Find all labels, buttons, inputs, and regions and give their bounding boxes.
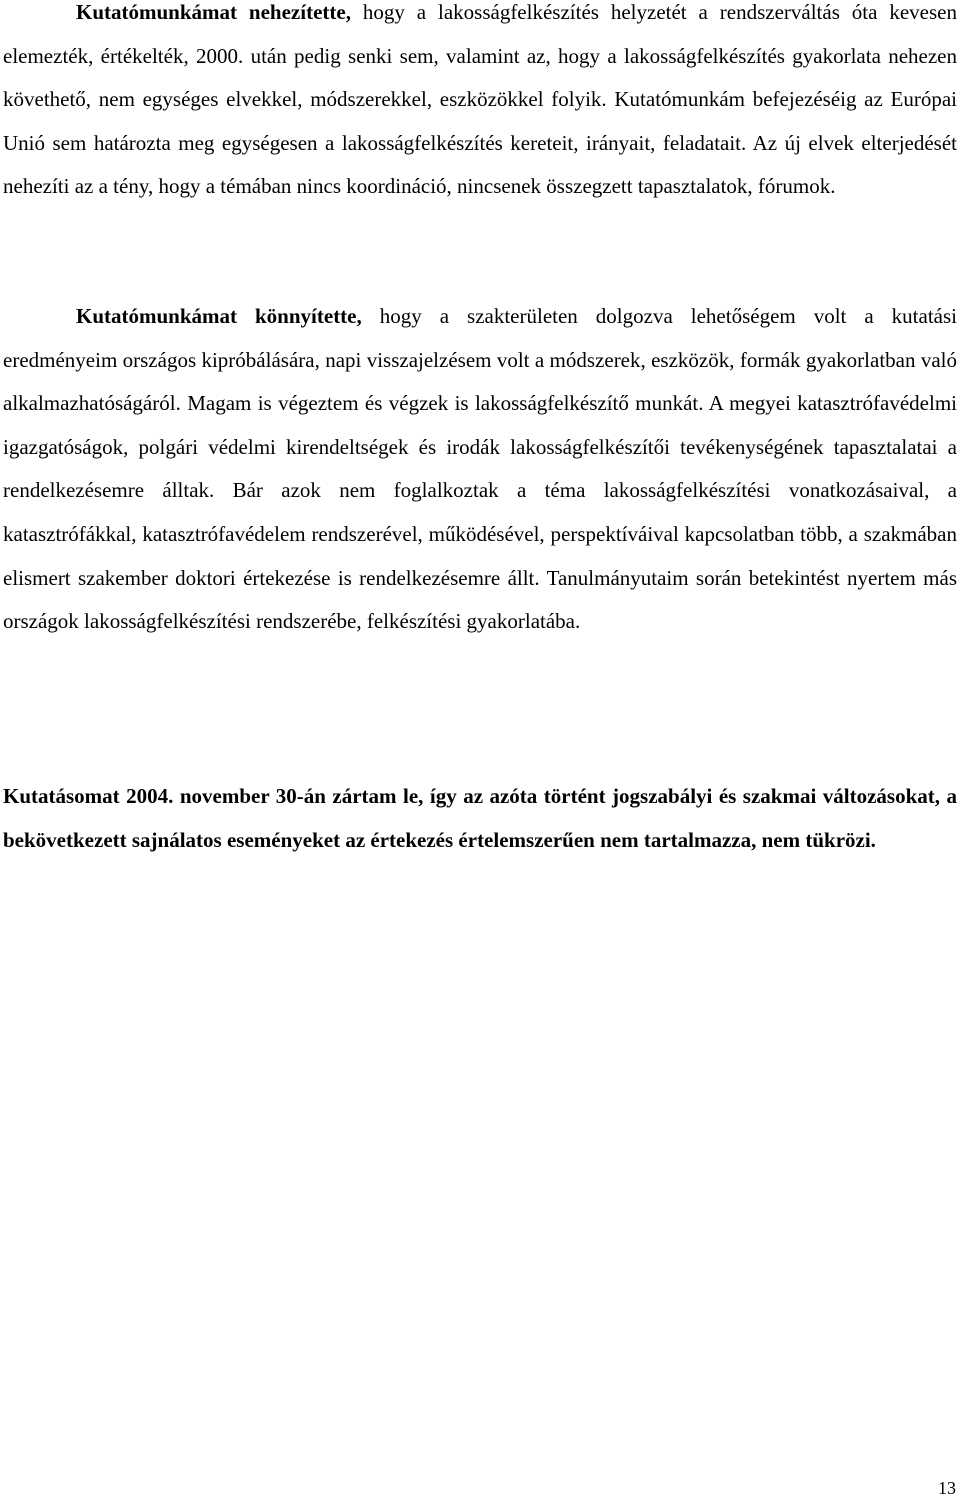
paragraph-facilitators bbox=[3, 295, 957, 644]
paragraph-text: hogy a lakosságfelkészítés helyzetét a rendszerváltás óta kevesen elemezték, értékelték, 2000. után pedig senki sem, valamint az, hogy a lakosságfelkészítés gyakorlata nehezen követhető, nem egységes elvekkel, módszerekkel, eszközökkel folyik. Kutatómunkám befejezéséig az Európai Unió sem határozta meg egységesen a lakosságfelkészítés kereteit, irányait, feladatait. Az új elvek elterjedését nehezíti az a tény, hogy a témában nincs koordináció, nincsenek összegzett tapasztalatok, fórumok. bbox=[3, 0, 957, 199]
paragraph-text: hogy a szakterületen dolgozva lehetőségem volt a kutatási eredményeim országos kipróbálására, napi visszajelzésem volt a módszerek, eszközök, formák gyakorlatban való alkalmazhatóságáról. Magam is végeztem és végzek is lakosságfelkészítő munkát. A megyei katasztrófavédelmi igazgatóságok, polgári védelmi kirendeltségek és irodák lakosságfelkészítői tevékenységének tapasztalatai a rendelkezésemre álltak. Bár azok nem foglalkoztak a téma lakosságfelkészítési vonatkozásaival, a katasztrófákkal, katasztrófavédelem rendszerével, működésével, perspektíváival kapcsolatban több, a szakmában elismert szakember doktori értekezése is rendelkezésemre állt. Tanulmányutaim során betekintést nyertem más országok lakosságfelkészítési rendszerébe, felkészítési gyakorlatába. bbox=[3, 304, 957, 634]
paragraph-closing-note: Kutatásomat 2004. november 30-án zártam le, így az azóta történt jogszabályi és szakmai változásokat, a bekövetkezett sajnálatos eseményeket az értekezés értelemszerűen nem tartalmazza, nem tükrözi. bbox=[3, 784, 957, 852]
paragraph-difficulties bbox=[3, 0, 957, 209]
paragraph-bold-lead: Kutatómunkámat könnyítette, bbox=[76, 304, 362, 328]
paragraph-bold-lead: Kutatómunkámat nehezítette, bbox=[76, 0, 351, 24]
page-number: 13 bbox=[938, 1478, 956, 1498]
